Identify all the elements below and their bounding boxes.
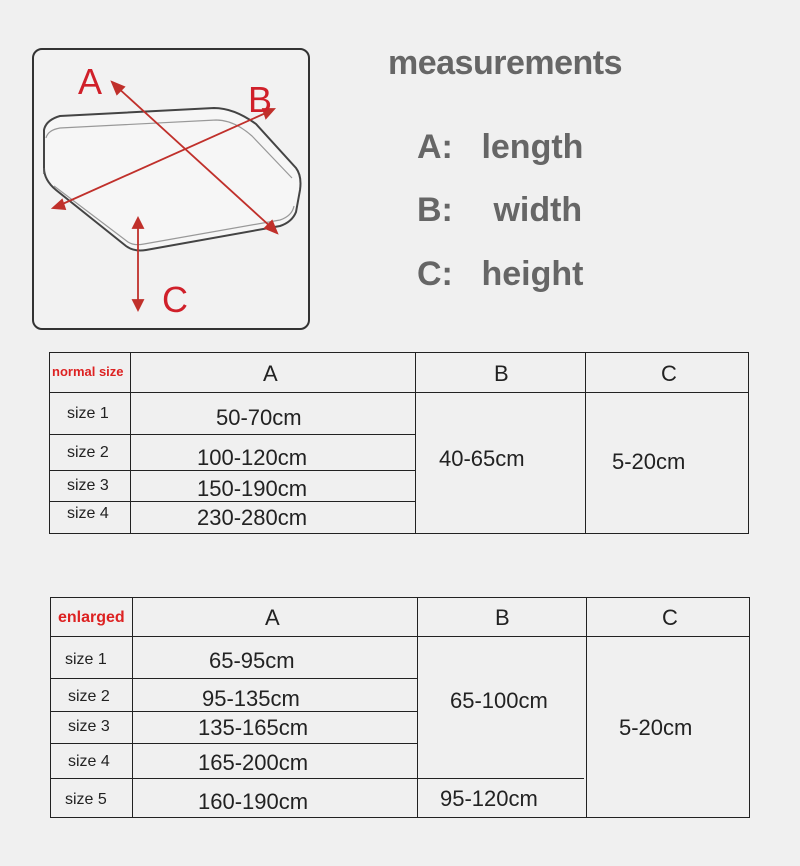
cushion-drawing — [34, 50, 308, 328]
enlarged-row-2-size: size 2 — [68, 688, 110, 705]
normal-row-3-a: 150-190cm — [197, 476, 308, 501]
enlarged-row-2-a: 95-135cm — [202, 686, 300, 711]
normal-row-3-size: size 3 — [67, 477, 109, 494]
cushion-diagram — [32, 48, 310, 330]
enlarged-table — [50, 597, 750, 818]
normal-header-b: B — [494, 361, 509, 386]
legend-c — [417, 255, 583, 294]
label-b: B — [248, 79, 273, 120]
enlarged-row-4-size: size 4 — [68, 753, 110, 770]
enlarged-c-value: 5-20cm — [619, 715, 693, 740]
legend-b — [417, 191, 582, 230]
legend-c-value: height — [481, 255, 584, 293]
enlarged-row-3-size: size 3 — [68, 718, 110, 735]
enlarged-b-value: 65-100cm — [450, 688, 548, 713]
enlarged-row-1-a: 65-95cm — [209, 648, 295, 673]
legend-b-value: width — [493, 191, 583, 229]
label-c: C — [162, 279, 188, 320]
enlarged-row-4-a: 165-200cm — [198, 750, 309, 775]
enlarged-b-size5-value: 95-120cm — [440, 786, 538, 811]
cushion-top — [44, 108, 301, 251]
legend-a — [417, 128, 583, 167]
enlarged-header-a: A — [265, 605, 280, 630]
normal-row-4-size: size 4 — [67, 505, 109, 522]
normal-row-1-size: size 1 — [67, 405, 109, 422]
normal-row-2-size: size 2 — [67, 444, 109, 461]
enlarged-label: enlarged — [58, 609, 125, 626]
normal-header-a: A — [263, 361, 278, 386]
legend-c-key: C: — [417, 255, 453, 293]
normal-row-4-a: 230-280cm — [197, 505, 308, 530]
legend-a-value: length — [481, 128, 584, 166]
normal-header-c: C — [661, 361, 677, 386]
normal-size-table — [49, 352, 749, 534]
enlarged-row-5-a: 160-190cm — [198, 789, 309, 814]
normal-c-value: 5-20cm — [612, 449, 686, 474]
normal-row-2-a: 100-120cm — [197, 445, 308, 470]
enlarged-row-3-a: 135-165cm — [198, 715, 309, 740]
label-a: A — [78, 61, 103, 102]
normal-size-label: normal size — [52, 364, 124, 379]
enlarged-header-b: B — [495, 605, 510, 630]
enlarged-header-c: C — [662, 605, 678, 630]
enlarged-row-5-size: size 5 — [65, 791, 107, 808]
legend-a-key: A: — [417, 128, 453, 166]
enlarged-row-1-size: size 1 — [65, 651, 107, 668]
normal-row-1-a: 50-70cm — [216, 405, 302, 430]
measurements-title: measurements — [388, 44, 623, 82]
normal-b-value: 40-65cm — [439, 446, 525, 471]
legend-b-key: B: — [417, 191, 453, 229]
